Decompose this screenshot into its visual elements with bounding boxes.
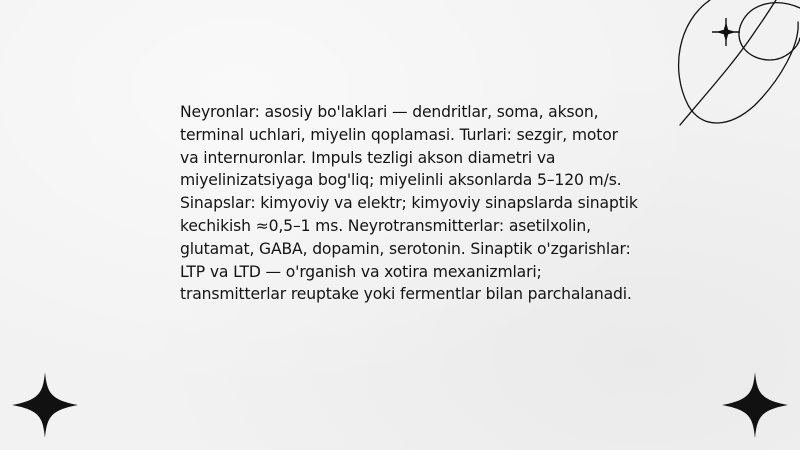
four-point-star-icon — [10, 370, 80, 440]
slide-body-text: Neyronlar: asosiy bo'laklari — dendritlar, soma, akson, terminal uchlari, miyelin qoplamasi. Turlari: sezgir, motor va internuronlar. Impuls tezligi akson diametri va miyelinizatsiyaga bog'liq; miyelinli aksonlarda 5–120 m/s. Sinapslar: kimyoviy va elektr; kimyoviy sinapslarda sinaptik kechikish ≈0,5–1 ms. Neyrotransmitterlar: asetilxolin, glutamat, GABA, dopamin, serotonin. Sinaptik o'zgarishlar: LTP va LTD — o'rganish va xotira mexanizmlari; transmitterlar reuptake yoki fermentlar bilan parchalanadi. — [180, 103, 638, 304]
four-point-star-icon — [720, 370, 790, 440]
orbit-with-sparkle-icon — [660, 0, 800, 150]
